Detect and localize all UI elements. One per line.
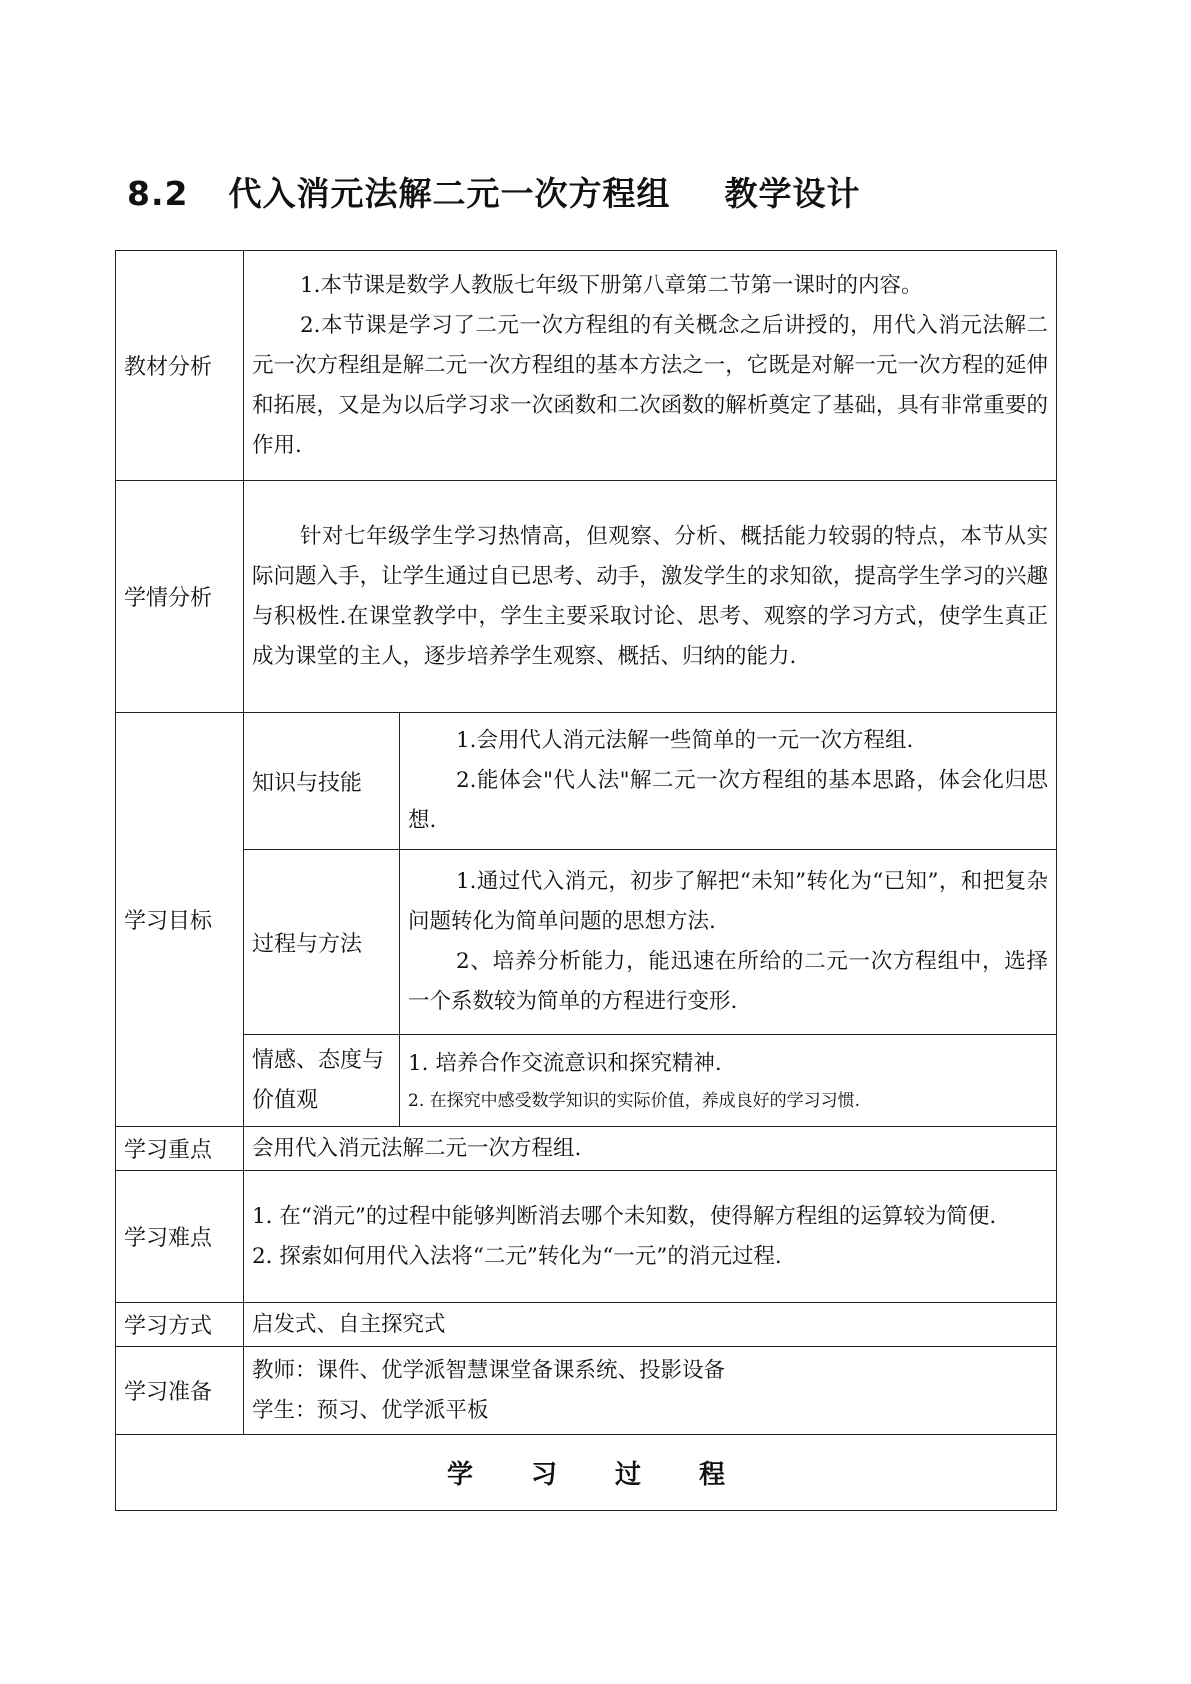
title-main: 代入消元法解二元一次方程组 xyxy=(228,174,671,213)
focus-text: 会用代入消元法解二元一次方程组. xyxy=(252,1135,582,1161)
row-goal-emotion xyxy=(116,1035,1057,1127)
lesson-plan-table xyxy=(115,250,1057,1511)
knowledge-p2: 2.能体会"代人法"解二元一次方程组的基本思路，体会化归思想. xyxy=(408,768,1049,833)
title-sub: 教学设计 xyxy=(724,174,861,213)
cell-difficulty xyxy=(244,1171,1057,1303)
cell-prep xyxy=(244,1347,1057,1435)
method-text: 启发式、自主探究式 xyxy=(252,1311,446,1337)
cell-textbook-analysis xyxy=(244,251,1057,481)
process-p2: 2、培养分析能力，能迅速在所给的二元一次方程组中，选择一个系数较为简单的方程进行变形. xyxy=(408,949,1049,1014)
label-prep: 学习准备 xyxy=(116,1347,244,1435)
students-p1: 针对七年级学生学习热情高，但观察、分析、概括能力较弱的特点，本节从实际问题入手，让学生通过自已思考、动手，激发学生的求知欲，提高学生学习的兴趣与积极性.在课堂教学中，学生主要采取讨论、思考、观察的学习方式，使学生真正成为课堂的主人，逐步培养学生观察、概括、归纳的能力. xyxy=(252,523,1049,669)
cell-method xyxy=(244,1303,1057,1347)
cell-focus xyxy=(244,1127,1057,1171)
label-focus: 学习重点 xyxy=(116,1127,244,1171)
knowledge-p1: 1.会用代人消元法解一些简单的一元一次方程组. xyxy=(456,728,914,753)
emotion-p1: 1. 培养合作交流意识和探究精神. xyxy=(408,1050,722,1076)
process-header-text: 学习过程 xyxy=(447,1460,784,1490)
cell-process-method xyxy=(400,850,1057,1035)
title-number: 8.2 xyxy=(127,174,189,213)
label-student-analysis: 学情分析 xyxy=(116,481,244,713)
label-knowledge-skills: 知识与技能 xyxy=(244,713,400,850)
label-emotion-values: 情感、态度与价值观 xyxy=(244,1035,400,1127)
row-method xyxy=(116,1303,1057,1347)
prep-student: 学生：预习、优学派平板 xyxy=(252,1397,489,1423)
cell-student-analysis xyxy=(244,481,1057,713)
label-learning-goals: 学习目标 xyxy=(116,713,244,1127)
emotion-p2: 2. 在探究中感受数学知识的实际价值，养成良好的学习习惯. xyxy=(408,1090,861,1111)
row-process-header xyxy=(116,1435,1057,1511)
label-textbook-analysis: 教材分析 xyxy=(116,251,244,481)
page-title xyxy=(127,168,860,215)
row-difficulty xyxy=(116,1171,1057,1303)
label-difficulty: 学习难点 xyxy=(116,1171,244,1303)
process-p1: 1.通过代入消元，初步了解把“未知”转化为“已知”，和把复杂问题转化为简单问题的思想方法. xyxy=(408,869,1049,934)
process-header xyxy=(116,1435,1057,1511)
difficulty-p2: 2. 探索如何用代入法将“二元”转化为“一元”的消元过程. xyxy=(252,1243,782,1269)
row-goal-knowledge xyxy=(116,713,1057,850)
label-method: 学习方式 xyxy=(116,1303,244,1347)
label-process-method: 过程与方法 xyxy=(244,850,400,1035)
difficulty-p1: 1. 在“消元”的过程中能够判断消去哪个未知数，使得解方程组的运算较为简便. xyxy=(252,1203,997,1229)
row-textbook-analysis xyxy=(116,251,1057,481)
row-goal-process xyxy=(116,850,1057,1035)
textbook-p2: 2.本节课是学习了二元一次方程组的有关概念之后讲授的，用代入消元法解二元一次方程组是解二元一次方程组的基本方法之一，它既是对解一元一次方程的延伸和拓展，又是为以后学习求一次函数和二次函数的解析奠定了基础，具有非常重要的作用. xyxy=(252,312,1049,458)
textbook-p1: 1.本节课是数学人教版七年级下册第八章第二节第一课时的内容。 xyxy=(300,272,923,298)
prep-teacher: 教师：课件、优学派智慧课堂备课系统、投影设备 xyxy=(252,1357,726,1383)
row-student-analysis xyxy=(116,481,1057,713)
row-focus xyxy=(116,1127,1057,1171)
cell-emotion-values xyxy=(400,1035,1057,1127)
cell-knowledge-skills xyxy=(400,713,1057,850)
row-prep xyxy=(116,1347,1057,1435)
